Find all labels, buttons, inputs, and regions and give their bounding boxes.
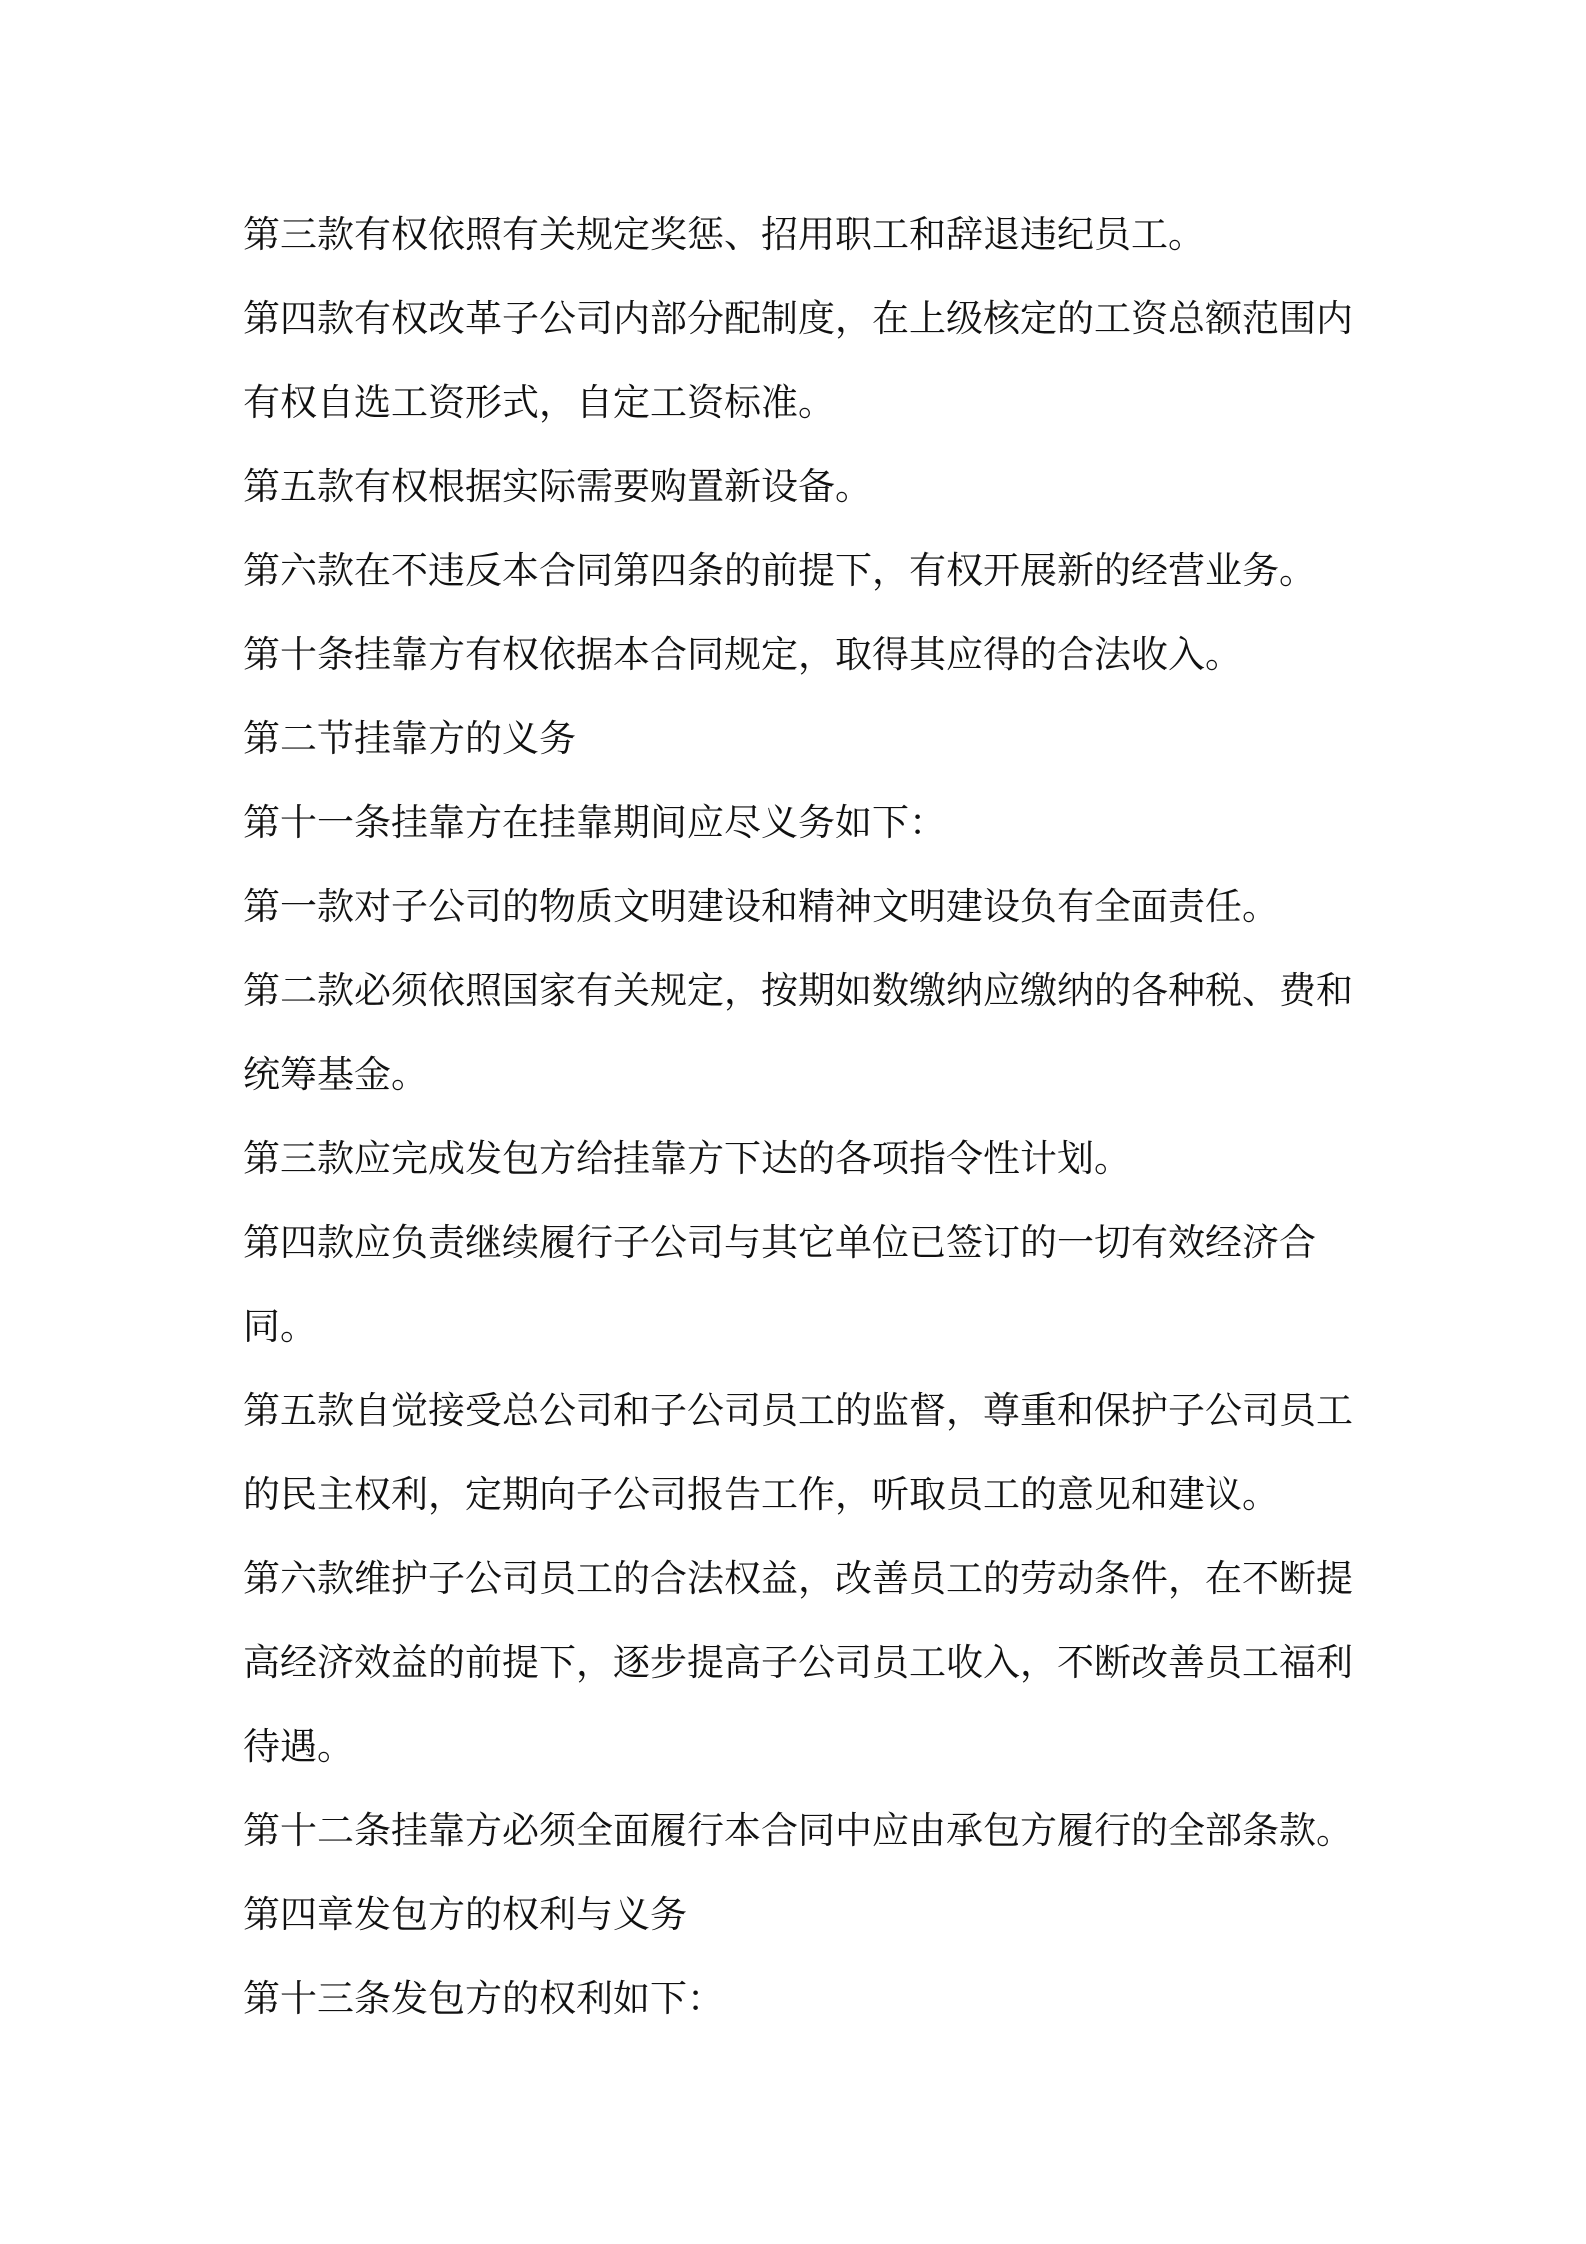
- paragraph-line: 第六款维护子公司员工的合法权益，改善员工的劳动条件，在不断提: [243, 1557, 1353, 1600]
- paragraph-line: 待遇。: [243, 1725, 354, 1768]
- section-heading: 第二节挂靠方的义务: [243, 717, 576, 760]
- paragraph-line: 第十二条挂靠方必须全面履行本合同中应由承包方履行的全部条款。: [243, 1809, 1353, 1852]
- paragraph-line: 第十三条发包方的权利如下：: [243, 1977, 724, 2020]
- document-body: [243, 193, 1363, 2041]
- paragraph-line: 第四款应负责继续履行子公司与其它单位已签订的一切有效经济合: [243, 1221, 1316, 1264]
- paragraph-line: 第十条挂靠方有权依据本合同规定，取得其应得的合法收入。: [243, 633, 1242, 676]
- paragraph-line: 第五款有权根据实际需要购置新设备。: [243, 465, 872, 508]
- paragraph-line: 同。: [243, 1305, 317, 1348]
- paragraph-line: 第二款必须依照国家有关规定，按期如数缴纳应缴纳的各种税、费和: [243, 969, 1353, 1012]
- paragraph-line: 第五款自觉接受总公司和子公司员工的监督，尊重和保护子公司员工: [243, 1389, 1353, 1432]
- paragraph-line: 第十一条挂靠方在挂靠期间应尽义务如下：: [243, 801, 946, 844]
- paragraph-line: 第三款应完成发包方给挂靠方下达的各项指令性计划。: [243, 1137, 1131, 1180]
- paragraph-line: 有权自选工资形式，自定工资标准。: [243, 381, 835, 424]
- paragraph-line: 第一款对子公司的物质文明建设和精神文明建设负有全面责任。: [243, 885, 1279, 928]
- paragraph-line: 统筹基金。: [243, 1053, 428, 1096]
- paragraph-line: 高经济效益的前提下，逐步提高子公司员工收入，不断改善员工福利: [243, 1641, 1353, 1684]
- paragraph-line: 的民主权利，定期向子公司报告工作，听取员工的意见和建议。: [243, 1473, 1279, 1516]
- paragraph-line: 第六款在不违反本合同第四条的前提下，有权开展新的经营业务。: [243, 549, 1316, 592]
- paragraph-line: 第四款有权改革子公司内部分配制度，在上级核定的工资总额范围内: [243, 297, 1353, 340]
- paragraph-line: 第三款有权依照有关规定奖惩、招用职工和辞退违纪员工。: [243, 213, 1205, 256]
- chapter-heading: 第四章发包方的权利与义务: [243, 1893, 687, 1936]
